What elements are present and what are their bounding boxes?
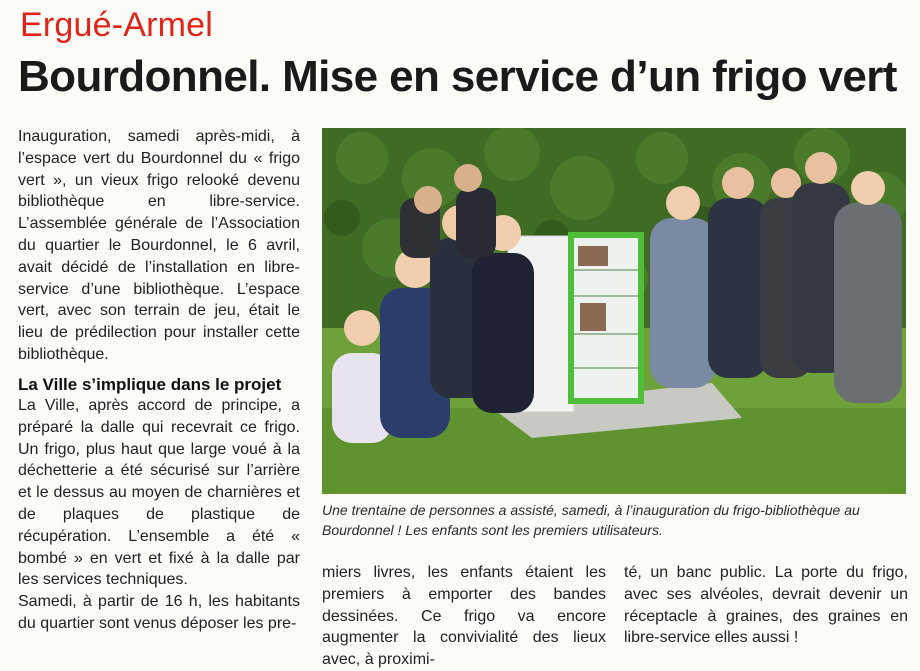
article-photo <box>322 128 906 494</box>
article-column-3: té, un banc public. La porte du frigo, avec ses alvéoles, devrait devenir un réceptacle à graines, des graines en libre-service elles aussi ! <box>624 564 908 647</box>
subheading: La Ville s’implique dans le projet <box>18 375 282 394</box>
photo-caption: Une trentaine de personnes a assisté, samedi, à l’inauguration du frigo-bibliothèque au Bourdonnel ! Les enfants sont les premiers utilisateurs. <box>322 502 860 538</box>
intro-paragraph: Inauguration, samedi après-midi, à l’espace vert du Bourdonnel du « frigo vert », un vieux frigo relooké devenu bibliothèque en libre-service. L’assemblée générale de l’Association du quartier le Bourdonnel, le 6 avril, avait décidé de l’installation en libre-service d’une bibliothèque. L’espace vert, avec son terrain de jeu, était le lieu de prédilection pour installer cette bibliothèque. <box>18 128 300 363</box>
paragraph-city: La Ville, après accord de principe, a préparé la dalle qui recevrait ce frigo. Un frigo, plus haut que large voué à la déchetterie a été sécurisé sur l’arrière et le dessus au moyen de charnières et de plaques de plastique de récupération. L’ensemble a été « bombé » en vert et fixé à la dalle par les services techniques. <box>18 397 300 589</box>
article-column-1 <box>18 126 300 635</box>
paragraph-saturday: Samedi, à partir de 16 h, les habitants du quartier sont venus déposer les pre- <box>18 593 300 632</box>
section-kicker: Ergué-Armel <box>20 6 214 44</box>
article-headline: Bourdonnel. Mise en service d’un frigo vert <box>18 52 897 101</box>
article-column-2: miers livres, les enfants étaient les premiers à emporter des bandes dessinées. Ce frigo va encore augmenter la convivialité des lieux avec, à proximi- <box>322 564 606 669</box>
